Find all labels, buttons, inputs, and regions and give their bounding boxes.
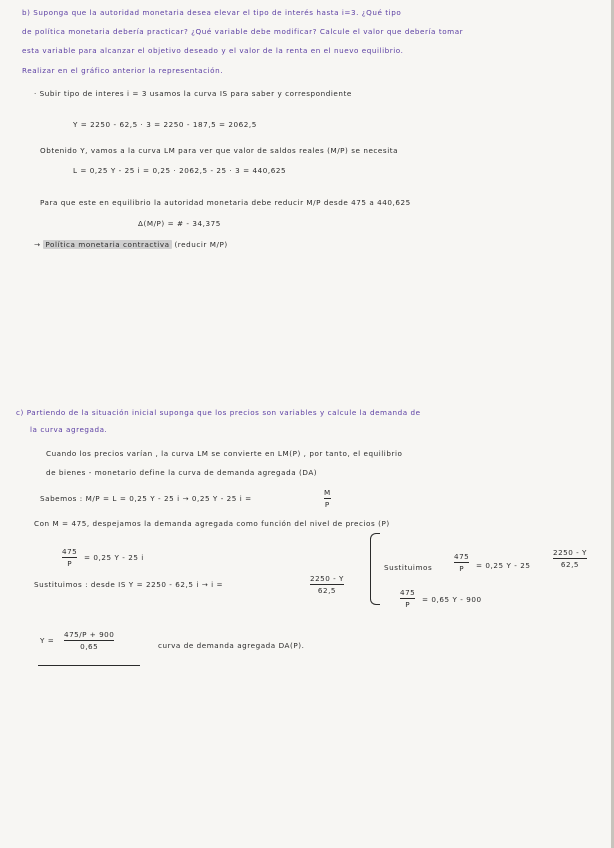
delta-money-supply: Δ(M/P) = # - 34,375 xyxy=(138,219,221,228)
policy-conclusion xyxy=(34,240,228,249)
result-underline xyxy=(38,665,140,666)
fraction-475-p: 475 P xyxy=(62,547,78,568)
money-eq-rhs: = 0,25 Y - 25 i xyxy=(84,553,144,562)
question-b-line-2: de política monetaria debería practicar? ¿Qué variable debe modificar? Calcule el valor que debería tomar xyxy=(22,27,464,36)
question-b-line-4: Realizar en el gráfico anterior la representación. xyxy=(22,66,224,75)
ad-definition: de bienes - monetario define la curva de demanda agregada (DA) xyxy=(46,468,318,477)
arrow-icon: → xyxy=(34,240,41,249)
question-c-line-2: la curva agregada. xyxy=(30,425,108,434)
question-b-line-3: esta variable para alcanzar el objetivo deseado y el valor de la renta en el nuevo equilibrio. xyxy=(22,46,404,55)
known-equation: Sabemos : M/P = L = 0,25 Y - 25 i → 0,25 Y - 25 i = xyxy=(40,494,252,503)
brace-icon xyxy=(370,533,380,605)
equilibrium-statement: Para que este en equilibrio la autoridad monetaria debe reducir M/P desde 475 a 440,625 xyxy=(40,198,411,207)
lm-calculation: L = 0,25 Y - 25 i = 0,25 · 2062,5 - 25 · 3 = 440,625 xyxy=(73,166,287,175)
aggregate-demand-label: curva de demanda agregada DA(P). xyxy=(158,641,305,650)
highlighted-policy: Política monetaria contractiva xyxy=(45,240,170,249)
substitute-middle: = 0,25 Y - 25 xyxy=(476,561,531,570)
substitute-label: Sustituimos xyxy=(384,563,433,572)
fraction-interest: 2250 - Y 62,5 xyxy=(310,574,344,595)
question-c-line-1: c) Partiendo de la situación inicial suponga que los precios son variables y calcule la demanda de xyxy=(16,408,421,417)
fraction-475-p-result: 475 P xyxy=(400,588,416,609)
is-substitution: Sustituimos : desde IS Y = 2250 - 62,5 i → i = xyxy=(34,580,224,589)
is-calculation: Y = 2250 - 62,5 · 3 = 2250 - 187,5 = 2062,5 xyxy=(73,120,257,129)
question-b-line-1: b) Suponga que la autoridad monetaria desea elevar el tipo de interés hasta i=3. ¿Qué tipo xyxy=(22,8,402,17)
result-lhs: Y = xyxy=(40,636,55,645)
fraction-475-p-right: 475 P xyxy=(454,552,470,573)
step-lm-curve: Obtenido Y, vamos a la curva LM para ver que valor de saldos reales (M/P) se necesita xyxy=(40,146,399,155)
fraction-2250-y: 2250 - Y 62,5 xyxy=(553,548,587,569)
solve-statement: Con M = 475, despejamos la demanda agregada como función del nivel de precios (P) xyxy=(34,519,390,528)
step-raise-interest: · Subir tipo de interes i = 3 usamos la curva IS para saber y correspondiente xyxy=(34,89,352,98)
lm-price-variation: Cuando los precios varían , la curva LM se convierte en LM(P) , por tanto, el equilibrio xyxy=(46,449,403,458)
simplified-equation: = 0,65 Y - 900 xyxy=(422,595,482,604)
result-fraction: 475/P + 900 0,65 xyxy=(64,630,115,651)
m-over-p-fraction: M P xyxy=(324,488,331,509)
policy-note: (reducir M/P) xyxy=(174,240,228,249)
